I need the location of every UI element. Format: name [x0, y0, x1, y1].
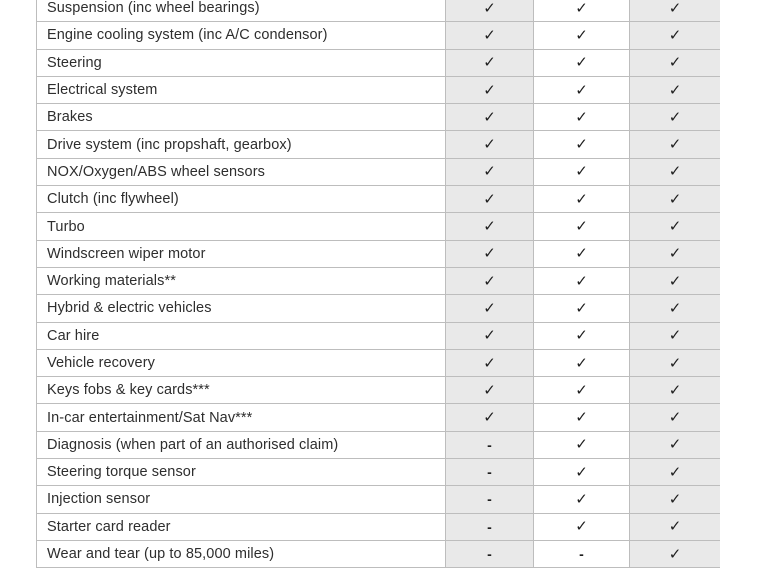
check-icon: ✓ [630, 22, 721, 49]
feature-label: NOX/Oxygen/ABS wheel sensors [37, 158, 446, 185]
table-row [37, 322, 721, 349]
table-row [37, 213, 721, 240]
check-icon: ✓ [534, 213, 630, 240]
check-icon: ✓ [446, 240, 534, 267]
check-icon: ✓ [534, 186, 630, 213]
not-included-dash: - [446, 540, 534, 567]
check-icon: ✓ [630, 104, 721, 131]
check-icon: ✓ [534, 349, 630, 376]
check-icon: ✓ [534, 404, 630, 431]
check-icon: ✓ [534, 431, 630, 458]
table-row [37, 240, 721, 267]
check-icon: ✓ [534, 49, 630, 76]
check-icon: ✓ [446, 377, 534, 404]
check-icon: ✓ [630, 131, 721, 158]
check-icon: ✓ [630, 76, 721, 103]
feature-label: Brakes [37, 104, 446, 131]
not-included-dash: - [446, 513, 534, 540]
check-icon: ✓ [534, 377, 630, 404]
table-row [37, 131, 721, 158]
feature-label: Electrical system [37, 76, 446, 103]
table-row [37, 540, 721, 567]
feature-label: Keys fobs & key cards*** [37, 377, 446, 404]
table-row [37, 22, 721, 49]
check-icon: ✓ [446, 22, 534, 49]
table-row [37, 49, 721, 76]
table-row [37, 267, 721, 294]
check-icon: ✓ [446, 0, 534, 22]
check-icon: ✓ [446, 158, 534, 185]
table-row [37, 158, 721, 185]
feature-label: Injection sensor [37, 486, 446, 513]
check-icon: ✓ [534, 131, 630, 158]
coverage-comparison-table [36, 0, 720, 568]
check-icon: ✓ [534, 513, 630, 540]
coverage-table-viewport [36, 0, 720, 569]
check-icon: ✓ [534, 158, 630, 185]
check-icon: ✓ [630, 322, 721, 349]
feature-label: Starter card reader [37, 513, 446, 540]
feature-label: Suspension (inc wheel bearings) [37, 0, 446, 22]
feature-label: Engine cooling system (inc A/C condensor) [37, 22, 446, 49]
check-icon: ✓ [534, 240, 630, 267]
feature-label: In-car entertainment/Sat Nav*** [37, 404, 446, 431]
check-icon: ✓ [630, 213, 721, 240]
coverage-table-body [37, 0, 721, 568]
check-icon: ✓ [534, 76, 630, 103]
feature-label: Vehicle recovery [37, 349, 446, 376]
not-included-dash: - [446, 459, 534, 486]
check-icon: ✓ [630, 349, 721, 376]
check-icon: ✓ [534, 295, 630, 322]
check-icon: ✓ [534, 104, 630, 131]
feature-label: Windscreen wiper motor [37, 240, 446, 267]
feature-label: Wear and tear (up to 85,000 miles) [37, 540, 446, 567]
check-icon: ✓ [630, 0, 721, 22]
check-icon: ✓ [446, 322, 534, 349]
check-icon: ✓ [446, 267, 534, 294]
table-row [37, 186, 721, 213]
feature-label: Steering [37, 49, 446, 76]
check-icon: ✓ [630, 49, 721, 76]
table-row [37, 0, 721, 22]
not-included-dash: - [446, 486, 534, 513]
check-icon: ✓ [630, 459, 721, 486]
check-icon: ✓ [446, 76, 534, 103]
table-row [37, 459, 721, 486]
check-icon: ✓ [534, 459, 630, 486]
check-icon: ✓ [630, 513, 721, 540]
check-icon: ✓ [446, 104, 534, 131]
table-row [37, 295, 721, 322]
not-included-dash: - [446, 431, 534, 458]
not-included-dash: - [534, 540, 630, 567]
feature-label: Drive system (inc propshaft, gearbox) [37, 131, 446, 158]
check-icon: ✓ [534, 267, 630, 294]
check-icon: ✓ [630, 404, 721, 431]
feature-label: Turbo [37, 213, 446, 240]
feature-label: Diagnosis (when part of an authorised claim) [37, 431, 446, 458]
table-row [37, 431, 721, 458]
check-icon: ✓ [534, 0, 630, 22]
table-row [37, 76, 721, 103]
table-row [37, 349, 721, 376]
feature-label: Steering torque sensor [37, 459, 446, 486]
table-row [37, 513, 721, 540]
feature-label: Working materials** [37, 267, 446, 294]
check-icon: ✓ [446, 49, 534, 76]
table-row [37, 404, 721, 431]
check-icon: ✓ [630, 240, 721, 267]
check-icon: ✓ [446, 295, 534, 322]
table-row [37, 104, 721, 131]
check-icon: ✓ [630, 158, 721, 185]
check-icon: ✓ [534, 486, 630, 513]
check-icon: ✓ [446, 213, 534, 240]
check-icon: ✓ [446, 349, 534, 376]
check-icon: ✓ [446, 131, 534, 158]
check-icon: ✓ [630, 540, 721, 567]
feature-label: Hybrid & electric vehicles [37, 295, 446, 322]
check-icon: ✓ [630, 186, 721, 213]
check-icon: ✓ [446, 404, 534, 431]
check-icon: ✓ [630, 377, 721, 404]
check-icon: ✓ [534, 22, 630, 49]
table-row [37, 486, 721, 513]
check-icon: ✓ [534, 322, 630, 349]
table-row [37, 377, 721, 404]
check-icon: ✓ [630, 295, 721, 322]
feature-label: Clutch (inc flywheel) [37, 186, 446, 213]
check-icon: ✓ [446, 186, 534, 213]
check-icon: ✓ [630, 267, 721, 294]
check-icon: ✓ [630, 431, 721, 458]
feature-label: Car hire [37, 322, 446, 349]
check-icon: ✓ [630, 486, 721, 513]
